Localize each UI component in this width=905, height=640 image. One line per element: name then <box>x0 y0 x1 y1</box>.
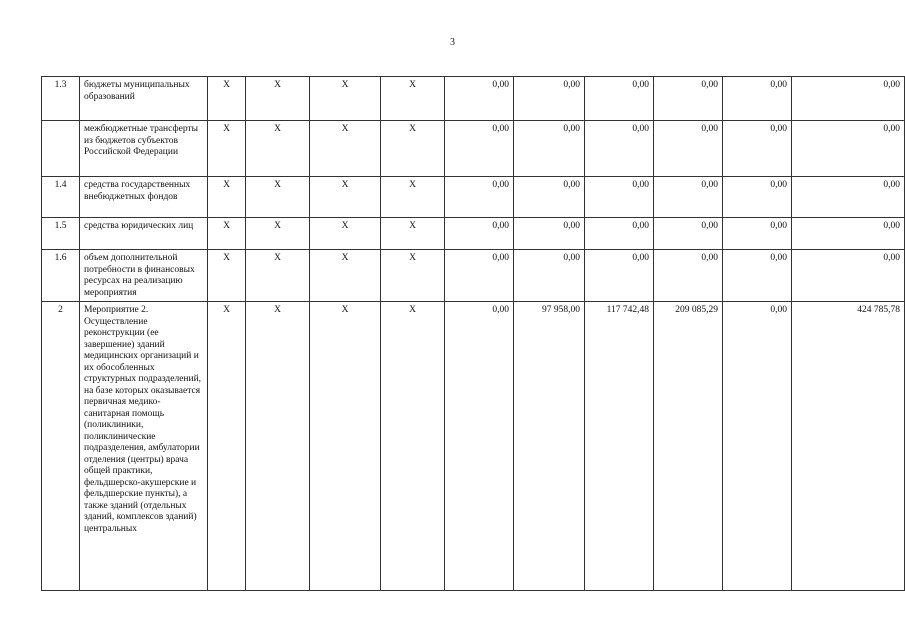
cell-x-4: Х <box>381 218 445 250</box>
cell-x-1: Х <box>208 177 246 218</box>
cell-x-3: Х <box>310 77 381 121</box>
cell-x-1: Х <box>208 77 246 121</box>
cell-value-5: 0,00 <box>723 177 792 218</box>
row-name: бюджеты муниципальных образований <box>80 77 208 121</box>
cell-value-6: 0,00 <box>792 177 905 218</box>
cell-x-1: Х <box>208 250 246 302</box>
cell-x-1: Х <box>208 302 246 591</box>
cell-x-3: Х <box>310 218 381 250</box>
row-name: межбюджетные трансферты из бюджетов субъектов Российской Федерации <box>80 121 208 177</box>
cell-x-2: Х <box>246 302 310 591</box>
cell-value-3: 0,00 <box>585 77 654 121</box>
cell-value-1: 0,00 <box>445 77 514 121</box>
cell-value-4: 0,00 <box>654 250 723 302</box>
cell-value-1: 0,00 <box>445 177 514 218</box>
cell-value-6: 0,00 <box>792 218 905 250</box>
cell-x-4: Х <box>381 121 445 177</box>
cell-value-5: 0,00 <box>723 218 792 250</box>
row-number: 1.4 <box>42 177 80 218</box>
cell-value-2: 0,00 <box>514 177 585 218</box>
cell-value-1: 0,00 <box>445 250 514 302</box>
cell-x-3: Х <box>310 177 381 218</box>
cell-value-5: 0,00 <box>723 77 792 121</box>
row-number: 2 <box>42 302 80 591</box>
cell-value-5: 0,00 <box>723 121 792 177</box>
cell-value-3: 0,00 <box>585 177 654 218</box>
cell-x-3: Х <box>310 302 381 591</box>
cell-x-4: Х <box>381 177 445 218</box>
cell-value-6: 0,00 <box>792 77 905 121</box>
page-number: 3 <box>450 37 455 48</box>
table-row <box>42 250 905 302</box>
row-number: 1.3 <box>42 77 80 121</box>
cell-value-3: 0,00 <box>585 250 654 302</box>
row-name: Мероприятие 2. Осуществление реконструкции (ее завершение) зданий медицинских организаций и их обособленных структурных подразделений, на базе которых оказывается первичная медико-санитарная помощь (поликлиники, поликлинические подразделения, амбулатории отделения (центры) врача общей практики, фельдшерско-акушерские и фельдшерские пункты), а также зданий (отдельных зданий, комплексов зданий) центральных <box>80 302 208 591</box>
cell-value-4: 0,00 <box>654 177 723 218</box>
cell-value-4: 0,00 <box>654 121 723 177</box>
cell-x-2: Х <box>246 77 310 121</box>
cell-value-2: 0,00 <box>514 250 585 302</box>
cell-value-2: 0,00 <box>514 121 585 177</box>
cell-value-2: 0,00 <box>514 77 585 121</box>
cell-value-2: 0,00 <box>514 218 585 250</box>
cell-value-2: 97 958,00 <box>514 302 585 591</box>
cell-x-3: Х <box>310 250 381 302</box>
table-row <box>42 77 905 121</box>
cell-value-6: 0,00 <box>792 121 905 177</box>
table-row <box>42 121 905 177</box>
cell-value-6: 424 785,78 <box>792 302 905 591</box>
cell-value-6: 0,00 <box>792 250 905 302</box>
cell-x-4: Х <box>381 302 445 591</box>
cell-x-4: Х <box>381 250 445 302</box>
cell-value-3: 0,00 <box>585 121 654 177</box>
cell-x-4: Х <box>381 77 445 121</box>
cell-value-1: 0,00 <box>445 218 514 250</box>
financing-table <box>41 76 905 591</box>
cell-x-2: Х <box>246 121 310 177</box>
cell-value-4: 209 085,29 <box>654 302 723 591</box>
cell-x-1: Х <box>208 121 246 177</box>
cell-x-1: Х <box>208 218 246 250</box>
row-number <box>42 121 80 177</box>
row-number: 1.5 <box>42 218 80 250</box>
row-name: объем дополнительной потребности в финансовых ресурсах на реализацию мероприятия <box>80 250 208 302</box>
cell-value-4: 0,00 <box>654 218 723 250</box>
table-row <box>42 302 905 591</box>
cell-x-2: Х <box>246 250 310 302</box>
row-name: средства государственных внебюджетных фондов <box>80 177 208 218</box>
cell-value-5: 0,00 <box>723 250 792 302</box>
table-body <box>42 77 905 591</box>
cell-x-2: Х <box>246 218 310 250</box>
table-row <box>42 177 905 218</box>
cell-value-5: 0,00 <box>723 302 792 591</box>
row-name: средства юридических лиц <box>80 218 208 250</box>
cell-x-3: Х <box>310 121 381 177</box>
cell-value-3: 0,00 <box>585 218 654 250</box>
cell-value-1: 0,00 <box>445 302 514 591</box>
cell-value-1: 0,00 <box>445 121 514 177</box>
cell-value-3: 117 742,48 <box>585 302 654 591</box>
cell-x-2: Х <box>246 177 310 218</box>
cell-value-4: 0,00 <box>654 77 723 121</box>
row-number: 1.6 <box>42 250 80 302</box>
table-row <box>42 218 905 250</box>
